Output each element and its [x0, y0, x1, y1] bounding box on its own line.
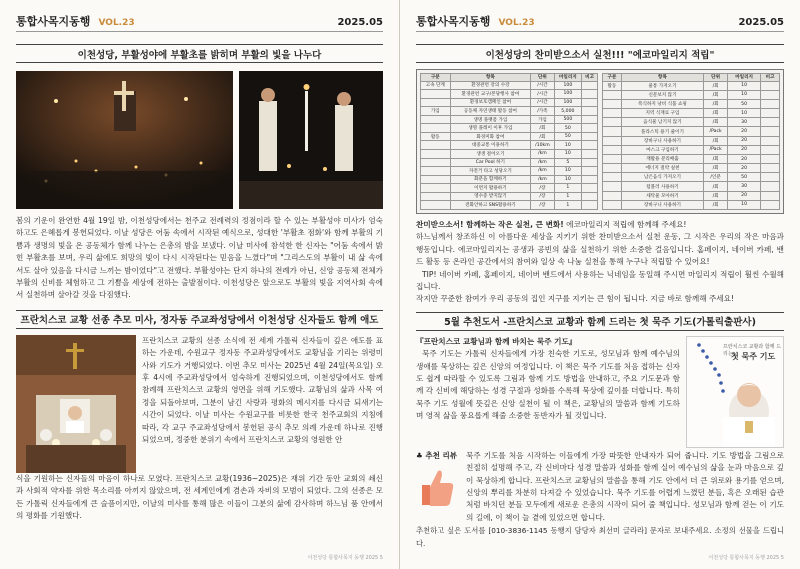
thumbs-up-icon	[416, 465, 456, 509]
book-cover	[686, 336, 784, 448]
table-cell	[761, 182, 780, 191]
brand-title: 통합사목지동행	[16, 15, 91, 28]
table-cell: 폭식하지 낭비 식품 쇼핑	[621, 99, 703, 108]
eco-lead	[416, 219, 784, 231]
table-row	[603, 99, 780, 108]
table-cell	[421, 192, 451, 201]
table-cell: 고속 단계	[421, 81, 451, 90]
table-cell: /Pack	[704, 127, 728, 136]
table-cell	[603, 191, 622, 200]
table-cell: /회	[704, 191, 728, 200]
table-cell: 100	[554, 98, 582, 107]
book-body: 묵주 기도는 가톨릭 신자들에게 가장 친숙한 기도로, 성모님과 함께 예수님의 생애를 묵상하는 깊은 신앙의 여정입니다. 이 책은 묵주 기도를 처음 접하는 신자도 쉽게 따라할 수 있도록 그림과 함께 기도 방법을 안내하고, 주요 기도문과 함께 각 신비에 해당하는 성경 구절과 성화를 수록해 묵상에 깊이를 더합니다. 특히 묵주 기도 성월에 뜻깊은 신앙 실천이 될 이 책은, 교황님의 말씀과 함께 기도하며 영적 삶을 풍요롭게 해줄 소중한 동반자가 될 것입니다.	[416, 349, 680, 421]
memorial-altar-photo	[16, 335, 136, 473]
table-header-cell: 비고	[582, 74, 598, 82]
table-cell: 1	[554, 201, 582, 210]
table-cell: 30	[728, 118, 761, 127]
page-header	[16, 10, 383, 32]
table-cell	[603, 127, 622, 136]
table-row	[421, 115, 598, 124]
table-cell	[421, 141, 451, 150]
table-row	[603, 81, 780, 90]
table-cell	[582, 124, 598, 133]
table-cell: 화분을 함께하기	[450, 175, 531, 184]
table-cell: 50	[554, 132, 582, 141]
review-row	[416, 450, 784, 524]
table-cell: /회	[704, 182, 728, 191]
issue-date: 2025.05	[738, 17, 784, 28]
section-title: 5월 추천도서 -프란치스코 교황과 함께 드리는 첫 묵주 기도(가톨릭출판사)	[416, 312, 784, 331]
table-cell: /회	[704, 164, 728, 173]
page-header	[416, 10, 784, 32]
table-cell: 5,000	[554, 107, 582, 116]
review-side	[416, 450, 460, 524]
table-header-cell: 마일리지	[728, 74, 761, 82]
eco-body: 하느님께서 창조하신 이 아름다운 세상을 지키기 위한 찬미받으소서 실천 운동, 그 시작은 우리의 작은 마음과 행동입니다. 에코마일리지는 공생과 공빈의 삶을 실천하기 위한 소중한 걸음입니다. 홈페이지, 네이버 카페, 밴드 활동 등 온라인 공간에서의 참여와 일상 속 나눔 실천을 통해 누구나 적립할 수 있어요!	[416, 232, 784, 267]
table-cell: /Pack	[704, 145, 728, 154]
table-cell: 생생 걸어오기	[450, 149, 531, 158]
table-cell	[603, 173, 622, 182]
table-cell	[421, 124, 451, 133]
table-cell	[582, 81, 598, 90]
page-footer: 이천성당 통합사목지 동행 2025 5	[307, 555, 383, 561]
table-cell: 500	[554, 115, 582, 124]
review-label: 추천 리뷰	[425, 450, 457, 460]
brand-title: 통합사목지동행	[416, 15, 491, 28]
table-cell: /회	[531, 124, 554, 133]
table-cell	[421, 149, 451, 158]
table-cell	[761, 164, 780, 173]
memorial-row	[16, 335, 383, 473]
table-cell: /회	[704, 118, 728, 127]
table-cell: /회	[704, 81, 728, 90]
table-cell: 20	[728, 127, 761, 136]
table-header-cell: 비고	[761, 74, 780, 82]
table-row	[603, 118, 780, 127]
table-cell	[421, 115, 451, 124]
table-cell	[603, 99, 622, 108]
table-cell: /회	[704, 109, 728, 118]
table-row	[603, 191, 780, 200]
table-cell: 지역 식재료 구입	[621, 109, 703, 118]
table-cell	[582, 115, 598, 124]
table-cell	[761, 118, 780, 127]
table-cell: 화경미화 참여	[450, 132, 531, 141]
table-cell: /인분	[704, 173, 728, 182]
easter-vigil-photo	[16, 71, 233, 209]
table-row	[421, 90, 598, 99]
table-cell	[582, 192, 598, 201]
table-cell: 10	[728, 90, 761, 99]
table-row	[603, 200, 780, 209]
table-row	[603, 173, 780, 182]
contact-note: 추천하고 싶은 도서를 [010-3836-1145 동행지 담당자 최선미 글라라] 문자로 보내주세요. 소정의 선물을 드립니다.	[416, 526, 784, 548]
table-cell: /km	[531, 167, 554, 176]
table-header-cell: 항목	[450, 74, 531, 82]
table-cell: 생명 플레이 이후 가입	[450, 124, 531, 133]
table-cell: 영수증 받지않기	[450, 192, 531, 201]
table-row	[603, 182, 780, 191]
eco-closing: 작지만 꾸준한 참여가 우리 공동의 집인 지구를 지키는 큰 힘이 됩니다. 지금 바로 함께해 주세요!	[416, 294, 734, 304]
book-cover-title: 첫 묵주 기도	[731, 351, 776, 361]
eco-mileage-table	[416, 69, 784, 214]
book-heading: 『프란치스코 교황님과 함께 바치는 묵주 기도』	[416, 336, 577, 346]
table-cell	[761, 173, 780, 182]
table-row	[421, 192, 598, 201]
table-cell: 50	[554, 124, 582, 133]
table-row	[421, 81, 598, 90]
table-cell	[421, 175, 451, 184]
table-cell	[603, 154, 622, 163]
table-cell: 공동체 자연생태 활동 참여	[450, 107, 531, 116]
table-cell: /회	[704, 99, 728, 108]
table-cell	[582, 158, 598, 167]
table-cell	[603, 182, 622, 191]
table-cell: 음식물 남기지 않기	[621, 118, 703, 127]
mileage-table-left	[420, 73, 598, 210]
table-cell	[761, 90, 780, 99]
table-cell: 50	[728, 173, 761, 182]
table-cell: 20	[728, 154, 761, 163]
table-cell	[421, 90, 451, 99]
table-cell	[582, 149, 598, 158]
table-cell: 전화안하고 SNS활용하기	[450, 201, 531, 210]
section-title: 이천성당, 부활성야에 부활초를 밝히며 부활의 빛을 나누다	[16, 44, 383, 63]
table-cell	[421, 184, 451, 193]
club-icon: ♣	[416, 450, 423, 460]
table-cell: /회	[704, 136, 728, 145]
table-cell: 에너지 절약 실천	[621, 164, 703, 173]
table-cell	[421, 158, 451, 167]
table-cell	[603, 118, 622, 127]
table-cell: 장바구니 사용하기	[621, 200, 703, 209]
table-cell	[761, 81, 780, 90]
table-cell: 10	[554, 149, 582, 158]
table-cell	[582, 141, 598, 150]
table-row	[421, 98, 598, 107]
table-cell: /회	[704, 90, 728, 99]
table-cell: /장	[531, 184, 554, 193]
table-cell	[603, 145, 622, 154]
table-cell: 대중교통 이용하기	[450, 141, 531, 150]
table-cell: /가족	[531, 107, 554, 116]
table-cell: 세탁물 모아하기	[621, 191, 703, 200]
table-cell: 활동	[603, 81, 622, 90]
table-cell	[603, 136, 622, 145]
table-cell: 10	[728, 81, 761, 90]
table-cell: 10	[728, 109, 761, 118]
table-cell	[582, 107, 598, 116]
table-cell: 100	[554, 90, 582, 99]
article-body: 프란치스코 교황의 선종 소식에 전 세계 가톨릭 신자들이 깊은 애도를 표하는 가운데, 수원교구 정자동 주교좌성당에서도 교황님을 기리는 위령미사와 기도가 거행되었다. 이번 추모 미사는 2025년 4월 24일(목요일) 오후 4시에 주교좌성당에서 엄숙하게 진행되었으며, 이천성당에서도 함께 참례해 프란치스코 교황의 영면을 위해 기도했다. 교황님의 삶과 사목 여정을 되돌아보며, 그분이 남긴 사랑과 평화의 메시지를 다시금 되새기는 시간이 되었다. 이날 미사는 수원교구를 비롯한 한국 천주교회의 지침에 따라, 각 교구 주교좌성당에서 봉헌된 공식 추모 의례 가운데 하나로 진행되었으며, 정중한 분위기 속에서 프란치스코 교황의 영원한 안	[142, 335, 383, 445]
table-cell: /km	[531, 158, 554, 167]
table-cell: 자전거 타고 성당오기	[450, 167, 531, 176]
table-cell: /회	[704, 200, 728, 209]
table-cell: 텀블러 사용하기	[621, 182, 703, 191]
table-cell: /시간	[531, 90, 554, 99]
mileage-table-right	[602, 73, 780, 210]
table-cell: 1	[554, 192, 582, 201]
table-cell	[761, 200, 780, 209]
table-cell: 이면지 활용하기	[450, 184, 531, 193]
table-cell	[582, 98, 598, 107]
review-body: 묵주 기도를 처음 시작하는 이들에게 가장 따뜻한 안내자가 되어 줍니다. 기도 방법을 그림으로 친절히 설명해 주고, 각 신비마다 성경 말씀과 성화를 함께 실어 예수님의 삶을 눈과 마음으로 깊이 묵상하게 합니다. 프란치스코 교황님의 말씀을 통해 기도 안에서 더 큰 위로와 용기를 얻으며, 신앙의 뿌리를 차분히 다져갈 수 있었습니다. 묵주 기도를 어렵게 느꼈던 분들, 혹은 오래된 습관처럼 바치던 분들 모두에게 새로운 은총의 시작이 되어 줄 책입니다. 성모님과 함께 걷는 이 기도의 길에, 이 책이 늘 곁에 있었으면 합니다.	[466, 450, 784, 522]
table-cell: /10km	[531, 141, 554, 150]
table-cell	[603, 90, 622, 99]
table-cell: /장	[531, 201, 554, 210]
table-cell: /회	[531, 132, 554, 141]
table-cell: 장바구니 사용하기	[621, 136, 703, 145]
table-cell	[421, 98, 451, 107]
table-cell: 20	[728, 136, 761, 145]
table-cell: /km	[531, 175, 554, 184]
table-row	[421, 184, 598, 193]
table-row	[421, 167, 598, 176]
table-cell: 5	[554, 158, 582, 167]
article-body: 식을 기원하는 신자들의 마음이 하나로 모였다. 프란치스코 교황(1936~2025)은 재위 기간 동안 교회의 쇄신과 사회적 약자를 위한 목소리를 아끼지 않았으며, 전 세계인에게 겸손과 자비의 모범이 되었다. 그의 선종은 모든 가톨릭 신자들에게 큰 슬픔이지만, 이날의 미사를 통해 많은 이들이 그분의 삶에 감사하며 하느님 품 안에서의 평화를 기원했다.	[16, 473, 383, 521]
volume-label: VOL.23	[98, 18, 135, 28]
photo-row	[16, 71, 383, 209]
table-header-cell: 마일리지	[554, 74, 582, 82]
table-cell: 신문보지 않기	[621, 90, 703, 99]
table-row	[603, 136, 780, 145]
table-cell: /회	[704, 154, 728, 163]
table-cell	[421, 201, 451, 210]
table-row	[421, 158, 598, 167]
table-cell: 환경보호캠페인 참여	[450, 98, 531, 107]
table-row	[421, 124, 598, 133]
table-row	[421, 201, 598, 210]
table-cell	[582, 184, 598, 193]
table-row	[421, 107, 598, 116]
review-label-row	[416, 450, 460, 461]
table-cell: 100	[554, 81, 582, 90]
table-cell: /장	[531, 192, 554, 201]
table-cell: 10	[554, 141, 582, 150]
table-row	[603, 90, 780, 99]
issue-date: 2025.05	[337, 17, 383, 28]
table-cell: 환경관련 강의 수강	[450, 81, 531, 90]
table-cell	[761, 154, 780, 163]
table-row	[603, 145, 780, 154]
table-cell: 20	[728, 145, 761, 154]
table-cell	[761, 127, 780, 136]
table-header-cell: 단위	[531, 74, 554, 82]
table-cell: 50	[728, 99, 761, 108]
book-row	[416, 336, 784, 448]
volume-label: VOL.23	[498, 18, 535, 28]
table-cell: 가입	[531, 115, 554, 124]
table-cell: /km	[531, 149, 554, 158]
table-cell	[761, 99, 780, 108]
table-row	[421, 149, 598, 158]
table-cell: 마스크 구입하기	[621, 145, 703, 154]
section-title: 프란치스코 교황 선종 추모 미사, 정자동 주교좌성당에서 이천성당 신자들도 함께 애도	[16, 310, 383, 329]
table-cell	[603, 109, 622, 118]
table-cell: Car Pool 하기	[450, 158, 531, 167]
table-cell: 환경관련 교구/본당행사 참여	[450, 90, 531, 99]
book-description	[416, 336, 680, 448]
table-cell	[761, 109, 780, 118]
table-row	[603, 154, 780, 163]
table-cell: 10	[728, 200, 761, 209]
eco-lead-bold: 찬미받으소서! 함께하는 작은 실천, 큰 변화!	[416, 220, 564, 229]
table-cell: 남은음식 가져오기	[621, 173, 703, 182]
candle-procession-photo	[239, 71, 383, 209]
table-row	[603, 109, 780, 118]
table-row	[603, 164, 780, 173]
book-cover-subtitle: 프란치스코 교황과 함께 드리는	[723, 343, 781, 357]
table-cell	[582, 90, 598, 99]
table-row	[421, 132, 598, 141]
table-cell: /시간	[531, 98, 554, 107]
table-cell: 생명 플랫폼 가입	[450, 115, 531, 124]
table-cell: 20	[728, 191, 761, 200]
table-cell	[603, 200, 622, 209]
table-cell: 20	[728, 164, 761, 173]
table-cell: /시간	[531, 81, 554, 90]
table-cell	[603, 164, 622, 173]
table-cell: 플라스틱 용기 줄이기	[621, 127, 703, 136]
table-cell	[582, 201, 598, 210]
eco-lead-rest: 에코마일리지 적립에 함께해 주세요!	[563, 220, 687, 229]
article-body: 봄의 기운이 완연한 4월 19일 밤, 이천성당에서는 천주교 전례력의 정점이라 할 수 있는 부활성야 미사가 엄숙하고도 은혜롭게 봉헌되었다. 이날 성당은 어둠 속에서 시작된 예식으로, 성대한 '부활초 점화'와 함께 부활의 기쁨과 생명의 빛을 온 공동체가 함께 나누는 은총의 밤을 보냈다. 이날 미사에 참석한 한 신자는 "어둠 속에서 밝힌 부활초를 보며, 우리 삶에도 희망의 빛이 다시 시작된다는 믿음을 느꼈다"며 "그리스도의 부활이 내 삶 속에서도 살아 있음을 다시금 느끼는 밤이었다"고 전했다. 부활성야는 단지 하나의 전례가 아닌, 신앙 공동체 전체가 부활의 신비를 체험하고 그 기쁨을 세상에 전하는 출발점이다. 이천성당은 앞으로도 부활의 빛을 지역사회 속에서 실천하며 살아갈 것을 다짐했다.	[16, 216, 384, 300]
table-cell	[421, 167, 451, 176]
table-cell	[582, 132, 598, 141]
eco-tip: TIP! 네이버 카페, 홈페이지, 네이버 밴드에서 사용하는 닉네임을 동일해 주시면 마일리지 적립이 훨씬 수월해집니다.	[416, 269, 784, 292]
table-cell: 30	[728, 182, 761, 191]
right-page	[400, 0, 800, 569]
table-cell	[761, 136, 780, 145]
table-cell: 활동	[421, 132, 451, 141]
table-cell: 10	[554, 175, 582, 184]
table-cell: 1	[554, 184, 582, 193]
table-cell: 물통 가져오기	[621, 81, 703, 90]
table-row	[421, 141, 598, 150]
table-row	[603, 127, 780, 136]
table-cell: 10	[554, 167, 582, 176]
table-cell: 가입	[421, 107, 451, 116]
table-header-cell: 구분	[421, 74, 451, 82]
table-row	[421, 175, 598, 184]
table-header-cell: 항목	[621, 74, 703, 82]
table-cell	[582, 175, 598, 184]
table-cell	[761, 145, 780, 154]
table-header-cell: 단위	[704, 74, 728, 82]
section-title: 이천성당의 찬미받으소서 실천!!! "에코마일리지 적립"	[416, 44, 784, 63]
page-footer: 이천성당 통합사목지 동행 2025 5	[708, 555, 784, 561]
table-cell	[761, 191, 780, 200]
table-cell	[582, 167, 598, 176]
table-header-cell: 구분	[603, 74, 622, 82]
table-cell: 재활용 분리배출	[621, 154, 703, 163]
